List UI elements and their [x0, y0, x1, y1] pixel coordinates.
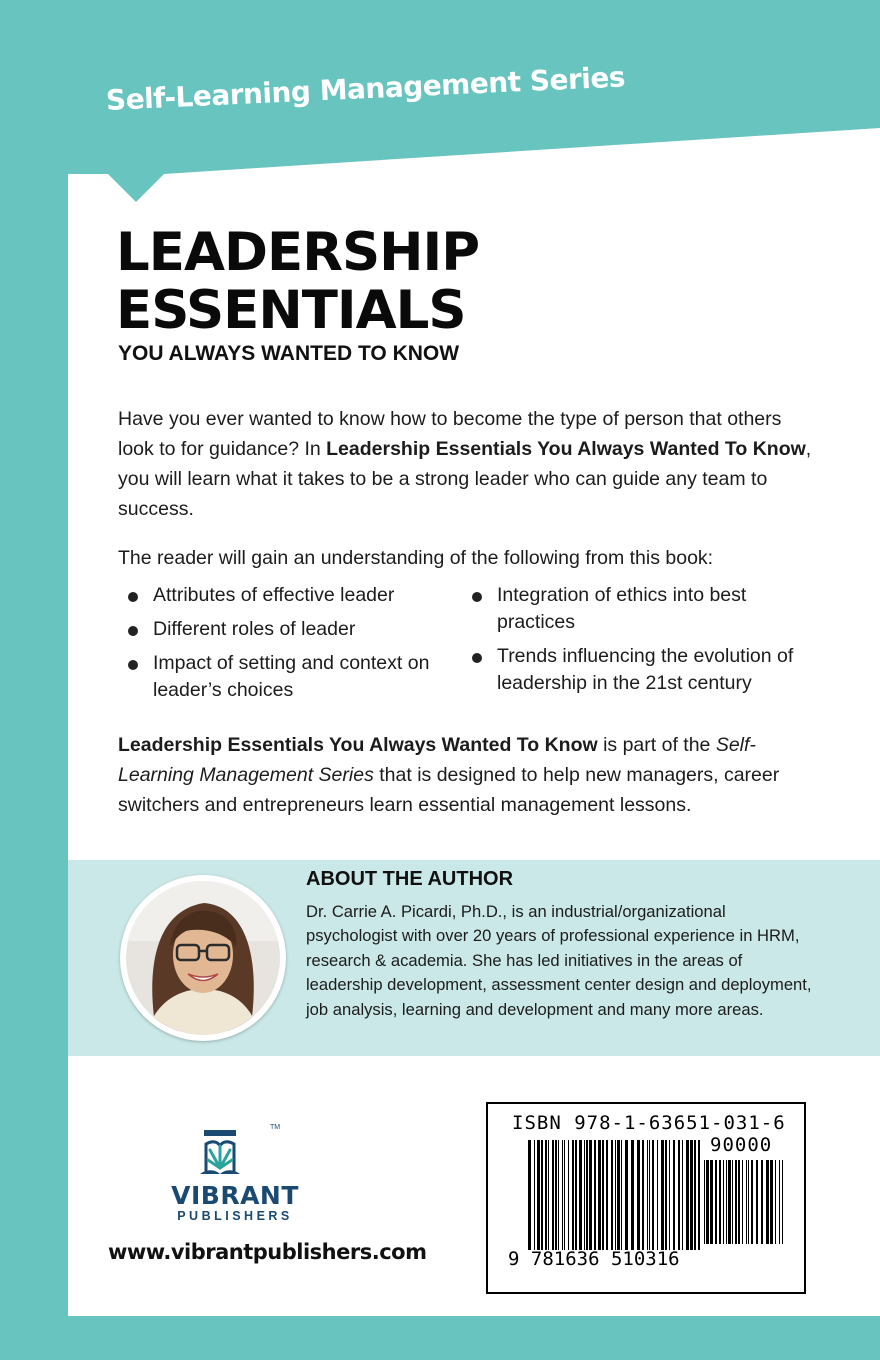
closing-book-title: Leadership Essentials You Always Wanted To Know [118, 734, 598, 756]
barcode-bar [770, 1160, 773, 1244]
barcode-bar [665, 1140, 667, 1250]
barcode-bar [528, 1140, 531, 1250]
barcode-bar [586, 1140, 588, 1250]
barcode-bar [678, 1140, 680, 1250]
barcode-bar [589, 1140, 592, 1250]
closing-paragraph [118, 730, 818, 820]
closing-text-1: is part of the [597, 734, 716, 756]
isbn-barcode [486, 1102, 806, 1294]
barcode-bar [698, 1140, 700, 1250]
author-heading: ABOUT THE AUTHOR [306, 868, 514, 890]
barcode-bar [564, 1140, 565, 1250]
barcode-bar [756, 1160, 758, 1244]
barcode-bar [738, 1160, 740, 1244]
barcode-bar [690, 1140, 693, 1250]
author-photo [120, 875, 286, 1041]
bullet-text: Attributes of effective leader [153, 584, 395, 606]
bullet-dot-icon [128, 660, 138, 670]
bullet-dot-icon [128, 626, 138, 636]
barcode-bar [631, 1140, 634, 1250]
price-code: 90000 [710, 1134, 773, 1156]
barcode-bar [694, 1140, 696, 1250]
publisher-name: VIBRANT [171, 1181, 299, 1210]
bullet-list-left [126, 582, 446, 711]
barcode-bar [579, 1140, 582, 1250]
barcode-bar [534, 1140, 535, 1250]
book-title [116, 224, 479, 340]
bullet-text: Integration of ethics into best practices [497, 584, 747, 633]
bullet-dot-icon [128, 592, 138, 602]
barcode-bar [775, 1160, 776, 1244]
barcode-bar [742, 1160, 743, 1244]
barcode-bar [602, 1140, 604, 1250]
series-label: Self-Learning Management Series [105, 60, 626, 117]
barcode-bar [723, 1160, 724, 1244]
trademark-mark: TM [270, 1124, 281, 1131]
barcode-bar [568, 1140, 569, 1250]
barcode-bar [606, 1140, 608, 1250]
barcode-bar [669, 1140, 670, 1250]
bullet-dot-icon [472, 653, 482, 663]
barcode-bar [545, 1140, 547, 1250]
author-bio: Dr. Carrie A. Picardi, Ph.D., is an industrial/organizational psychologist with over 20 years of professional experience in HRM, research & academia. She has led initiatives in the areas of leadership development, assessment center design and deployment, job analysis, learning and development and many more areas. [306, 902, 812, 1019]
barcode-bar [541, 1140, 543, 1250]
bullet-list-right [470, 582, 800, 704]
barcode-bar [728, 1160, 731, 1244]
publisher-website: www.vibrantpublishers.com [108, 1240, 427, 1264]
barcode-bar [661, 1140, 664, 1250]
barcode-bar [558, 1140, 559, 1250]
barcode-bar [652, 1140, 654, 1250]
barcode-bar [615, 1140, 616, 1250]
open-book-logo-icon [170, 1122, 270, 1178]
book-title-line-2: ESSENTIALS [116, 280, 466, 341]
barcode-bar [657, 1140, 658, 1250]
barcode-bar [682, 1140, 683, 1250]
bullet-item [470, 643, 800, 697]
barcode-bar [673, 1140, 675, 1250]
barcode-bar [719, 1160, 721, 1244]
bullet-dot-icon [472, 592, 482, 602]
lead-in-text: The reader will gain an understanding of the following from this book: [118, 547, 714, 569]
barcode-bar [726, 1160, 727, 1244]
barcode-bar [555, 1140, 557, 1250]
barcode-bar [617, 1140, 620, 1250]
barcode-bar [686, 1140, 689, 1250]
barcode-bar [562, 1140, 563, 1250]
barcode-bar [746, 1160, 747, 1244]
barcode-bar [715, 1160, 717, 1244]
barcode-bar [779, 1160, 780, 1244]
barcode-bar [710, 1160, 713, 1244]
intro-text-2: , you will learn what it takes to be a strong leader who can guide any team to success. [118, 438, 812, 520]
barcode-bar [625, 1140, 628, 1250]
intro-paragraph [118, 404, 818, 524]
barcode-bar [647, 1140, 648, 1250]
bullet-text: Different roles of leader [153, 618, 356, 640]
barcode-bars-addon [704, 1160, 786, 1244]
bullet-item [126, 650, 446, 704]
barcode-bar [642, 1140, 644, 1250]
intro-book-title: Leadership Essentials You Always Wanted To Know [326, 438, 806, 460]
publisher-subname: PUBLISHERS [177, 1209, 293, 1223]
book-title-line-1: LEADERSHIP [116, 222, 480, 283]
barcode-bar [732, 1160, 733, 1244]
barcode-bar [572, 1140, 574, 1250]
barcode-bar [704, 1160, 705, 1244]
closing-text-2: that is designed to help new managers, career switchers and entrepreneurs learn essential management lessons. [118, 764, 780, 816]
barcode-bar [537, 1140, 540, 1250]
bullet-item [126, 582, 446, 609]
barcode-bar [621, 1140, 622, 1250]
bullet-text: Impact of setting and context on leader’s choices [153, 652, 430, 701]
barcode-bar [735, 1160, 737, 1244]
barcode-bar [637, 1140, 640, 1250]
barcode-bars-main [528, 1140, 700, 1250]
author-portrait-icon [126, 881, 280, 1035]
bullet-item [470, 582, 800, 636]
isbn-number: ISBN 978-1-63651-031-6 [512, 1112, 786, 1134]
closing-series-name: Self-Learning Management Series [118, 734, 756, 786]
barcode-bar [761, 1160, 763, 1244]
barcode-digits: 9 781636 510316 [508, 1248, 680, 1270]
barcode-bar [748, 1160, 749, 1244]
bullet-text: Trends influencing the evolution of leadership in the 21st century [497, 645, 794, 694]
barcode-bar [575, 1140, 577, 1250]
barcode-bar [706, 1160, 709, 1244]
barcode-bar [649, 1140, 650, 1250]
intro-text-1: Have you ever wanted to know how to become the type of person that others look to for guidance? In [118, 408, 782, 460]
barcode-bar [594, 1140, 596, 1250]
barcode-bar [751, 1160, 753, 1244]
barcode-bar [782, 1160, 783, 1244]
barcode-bar [766, 1160, 769, 1244]
barcode-bar [611, 1140, 613, 1250]
bullet-item [126, 616, 446, 643]
barcode-bar [548, 1140, 549, 1250]
barcode-bar [598, 1140, 601, 1250]
barcode-bar [552, 1140, 554, 1250]
book-subtitle: YOU ALWAYS WANTED TO KNOW [118, 342, 460, 365]
barcode-bar [584, 1140, 585, 1250]
